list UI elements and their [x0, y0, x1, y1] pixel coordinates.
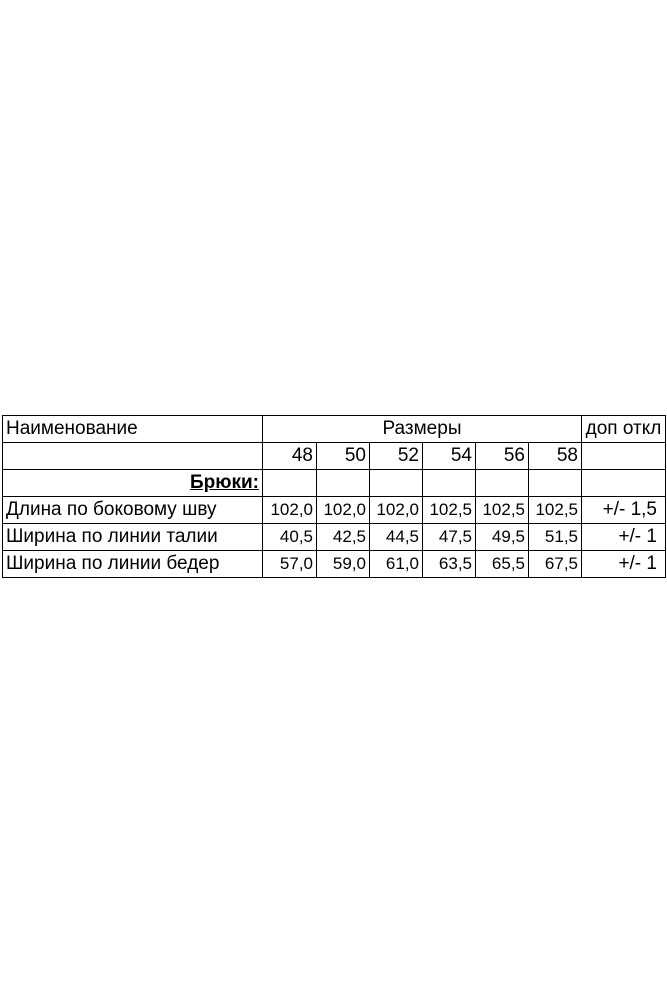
sizes-column-header: Размеры: [263, 416, 582, 443]
tolerance-value: +/- 1: [582, 551, 666, 578]
size-value: 58: [529, 443, 582, 470]
size-chart-table: [2, 415, 666, 578]
table-row: [3, 497, 666, 524]
name-column-header: Наименование: [3, 416, 263, 443]
measurement-value: 102,5: [423, 497, 476, 524]
empty-cell: [317, 470, 370, 497]
size-value: 54: [423, 443, 476, 470]
empty-cell: [476, 470, 529, 497]
measurement-value: 102,0: [317, 497, 370, 524]
measurement-label: Длина по боковому шву: [3, 497, 263, 524]
tolerance-column-header: доп откл: [582, 416, 666, 443]
measurement-value: 67,5: [529, 551, 582, 578]
measurement-value: 102,5: [529, 497, 582, 524]
measurement-value: 102,5: [476, 497, 529, 524]
measurement-value: 65,5: [476, 551, 529, 578]
measurement-value: 102,0: [263, 497, 317, 524]
tolerance-value: +/- 1: [582, 524, 666, 551]
table-row: [3, 524, 666, 551]
size-value: 50: [317, 443, 370, 470]
tolerance-value: +/- 1,5: [582, 497, 666, 524]
empty-cell: [529, 470, 582, 497]
measurement-value: 44,5: [370, 524, 423, 551]
measurement-value: 51,5: [529, 524, 582, 551]
section-row: [3, 470, 666, 497]
measurement-value: 59,0: [317, 551, 370, 578]
sizes-row: [3, 443, 666, 470]
table-row: [3, 551, 666, 578]
empty-cell: [263, 470, 317, 497]
measurement-label: Ширина по линии талии: [3, 524, 263, 551]
empty-cell: [582, 443, 666, 470]
section-label: Брюки:: [3, 470, 263, 497]
measurement-value: 102,0: [370, 497, 423, 524]
empty-cell: [423, 470, 476, 497]
measurement-label: Ширина по линии бедер: [3, 551, 263, 578]
empty-cell: [3, 443, 263, 470]
measurement-value: 49,5: [476, 524, 529, 551]
measurement-value: 61,0: [370, 551, 423, 578]
measurement-value: 57,0: [263, 551, 317, 578]
empty-cell: [582, 470, 666, 497]
measurement-value: 42,5: [317, 524, 370, 551]
measurement-value: 47,5: [423, 524, 476, 551]
measurement-value: 40,5: [263, 524, 317, 551]
size-value: 56: [476, 443, 529, 470]
size-value: 48: [263, 443, 317, 470]
size-value: 52: [370, 443, 423, 470]
measurement-value: 63,5: [423, 551, 476, 578]
empty-cell: [370, 470, 423, 497]
table-header-row: [3, 416, 666, 443]
